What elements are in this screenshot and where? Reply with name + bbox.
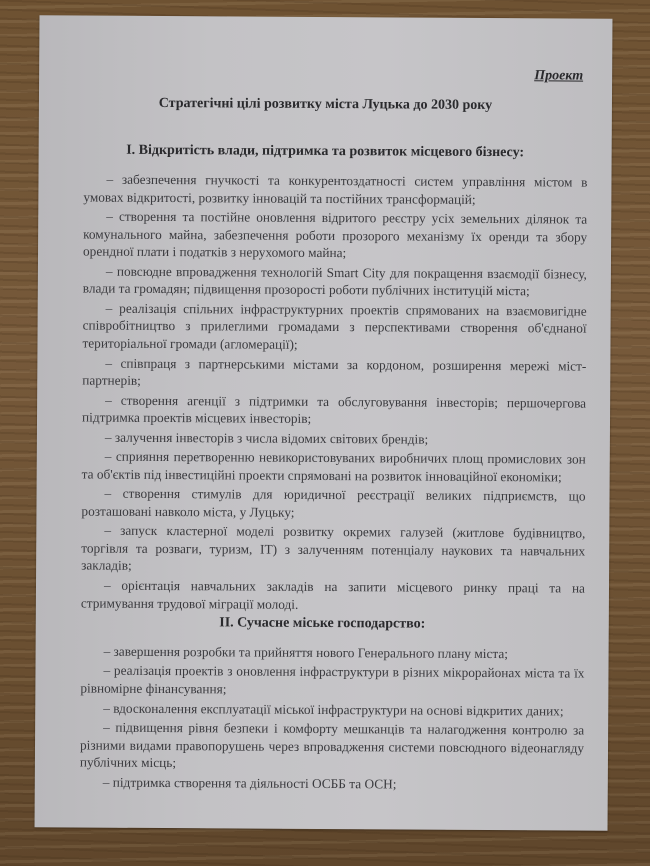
list-item: – вдосконалення експлуатації міської інфраструктури на основі відкритих даних; <box>103 700 564 719</box>
list-item: – створення агенції з підтримки та обслуговування інвесторів; першочергова підтримка проектів місцевих інвесторів; <box>81 392 587 427</box>
list-item: – створення та постійне оновлення відритого реєстру усіх земельних ділянок та комунального майна, забезпечення роботи прозорого механізму їх оренди та збору орендної плати і податків з нерухомого майна; <box>82 208 588 261</box>
list-item: – повсюдне впровадження технологій Smart City для покращення взаємодії бізнесу, влади та громадян; підвищення прозорості роботи публічних інституцій міста; <box>82 263 587 299</box>
list-item: – орієнтація навчальних закладів на запити місцевого ринку праці та на стримування трудової міграції молоді. <box>80 577 586 612</box>
list-item: – сприяння перетворенню невикористовуваних виробничих площ промислових зон та об'єктів під інвестиційні проекти спрямовані на розвиток інноваційної економіки; <box>81 448 586 485</box>
list-item: – підтримка створення та діяльності ОСББ та ОСН; <box>102 774 397 792</box>
paper-sheet <box>35 15 613 830</box>
list-item: – підвищення рівня безпеки і комфорту мешканців та налагодження контролю за різними видами правопорушень через впровадження системи повсюдного відеонагляду публічних місць; <box>79 719 585 771</box>
list-item: – запуск кластерної моделі розвитку окремих галузей (житлове будівництво, торгівля та розваги, туризм, ІТ) з залученням потенціалу наукових та навчальних закладів; <box>81 522 586 574</box>
section-1-items <box>81 171 588 617</box>
list-item: – створення стимулів для юридичної реєстрації великих підприємств, що розташовані навколо міста, у Луцьку; <box>81 485 586 520</box>
list-item: – залучення інвесторів з числа відомих світових брендів; <box>104 429 429 447</box>
section-2-items <box>80 643 585 796</box>
section-title-2: II. Сучасне міське господарство: <box>219 615 426 632</box>
list-item: – завершення розробки та прийняття нового Генерального плану міста; <box>103 643 508 662</box>
section-title-1: I. Відкритість влади, підтримка та розвиток місцевого бізнесу: <box>126 142 525 161</box>
list-item: – забезпечення гнучкості та конкурентоздатності систем управління містом в умовах відкритості, розвитку інновацій та постійних трансформацій; <box>83 171 588 207</box>
list-item: – реалізація проектів з оновлення інфраструктури в різних мікрорайонах міста та їх рівномірне фінансування; <box>80 663 585 697</box>
document-title: Стратегічні цілі розвитку міста Луцька до 2030 року <box>158 95 493 114</box>
list-item: – реалізація спільних інфраструктурних проектів спрямованих на взаємовигідне співробітництво з прилеглими громадами з перспективами створення об'єднаної територіальної громади (агломерації); <box>82 300 587 352</box>
project-label: Проект <box>534 68 584 84</box>
list-item: – співпраця з партнерськими містами за кордоном, розширення мережі міст-партнерів; <box>82 355 587 388</box>
